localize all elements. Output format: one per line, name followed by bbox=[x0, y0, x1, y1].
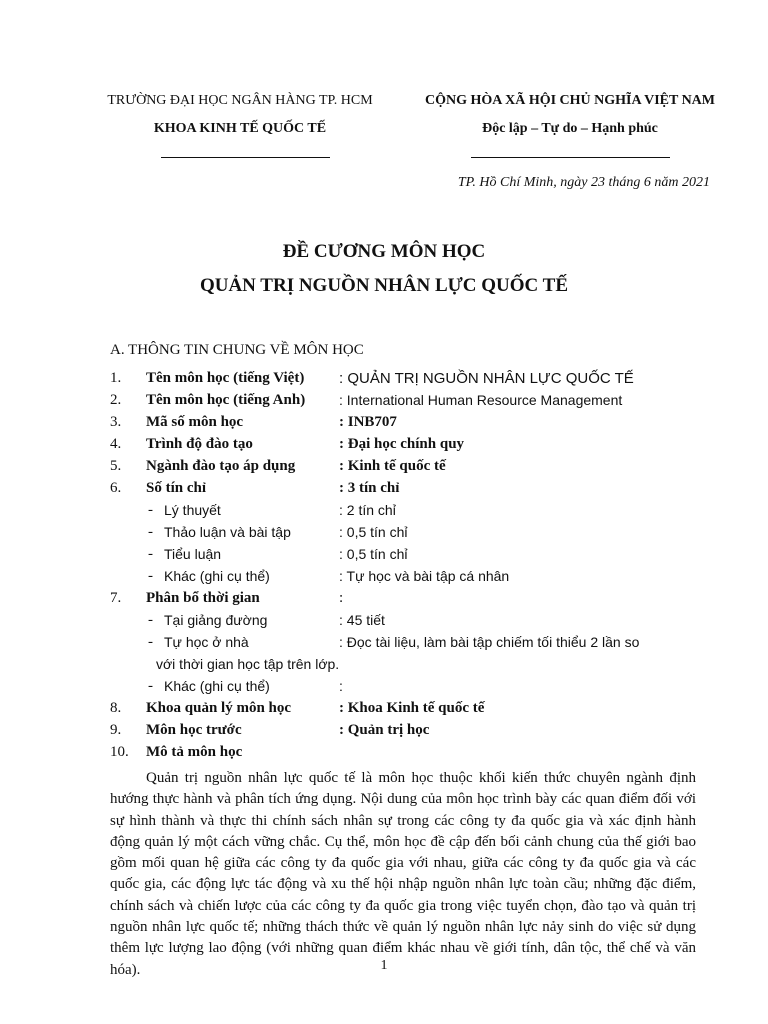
bullet-dash: - bbox=[148, 568, 153, 584]
item-value: : Tự học và bài tập cá nhân bbox=[339, 568, 510, 584]
info-row bbox=[110, 370, 700, 392]
item-value: : INB707 bbox=[339, 414, 397, 430]
item-value-continuation: với thời gian học tập trên lớp. bbox=[156, 656, 340, 672]
page-number: 1 bbox=[380, 958, 388, 973]
item-label: Số tín chỉ bbox=[146, 480, 207, 496]
info-row bbox=[110, 700, 700, 722]
item-value: : 3 tín chỉ bbox=[339, 480, 400, 496]
info-subrow bbox=[110, 678, 700, 700]
item-value: : Đại học chính quy bbox=[339, 436, 465, 452]
item-value: : bbox=[339, 678, 343, 694]
bullet-dash: - bbox=[148, 546, 153, 562]
faculty-name: KHOA KINH TẾ QUỐC TẾ bbox=[153, 121, 327, 136]
item-value: : Quản trị học bbox=[339, 722, 430, 738]
item-value: : QUẢN TRỊ NGUỒN NHÂN LỰC QUỐC TẾ bbox=[339, 370, 634, 387]
item-label: Ngành đào tạo áp dụng bbox=[146, 458, 296, 474]
date-line: TP. Hồ Chí Minh, ngày 23 tháng 6 năm 2021 bbox=[457, 175, 710, 190]
info-subrow bbox=[110, 502, 700, 524]
item-value: : 2 tín chỉ bbox=[339, 502, 396, 518]
item-number: 9. bbox=[110, 722, 122, 738]
item-value: : Khoa Kinh tế quốc tế bbox=[339, 700, 485, 716]
item-label: Tiểu luận bbox=[164, 546, 222, 562]
info-row bbox=[110, 458, 700, 480]
university-name: TRƯỜNG ĐẠI HỌC NGÂN HÀNG TP. HCM bbox=[107, 93, 373, 108]
info-row bbox=[110, 414, 700, 436]
item-number: 6. bbox=[110, 480, 122, 496]
item-number: 8. bbox=[110, 700, 122, 716]
item-label: Mã số môn học bbox=[146, 414, 244, 430]
info-subrow bbox=[110, 634, 700, 656]
item-label: Tại giảng đường bbox=[164, 612, 268, 628]
item-label: Khác (ghi cụ thể) bbox=[164, 568, 270, 584]
info-subrow bbox=[110, 524, 700, 546]
info-row bbox=[110, 744, 700, 766]
bullet-dash: - bbox=[148, 634, 153, 650]
item-label: Thảo luận và bài tập bbox=[164, 524, 291, 540]
bullet-dash: - bbox=[148, 678, 153, 694]
national-motto: Độc lập – Tự do – Hạnh phúc bbox=[482, 121, 658, 136]
item-number: 10. bbox=[110, 744, 129, 760]
info-subrow bbox=[110, 546, 700, 568]
info-row bbox=[110, 722, 700, 744]
item-label: Tên môn học (tiếng Anh) bbox=[146, 392, 306, 408]
bullet-dash: - bbox=[148, 612, 153, 628]
item-label: Lý thuyết bbox=[164, 502, 221, 518]
item-label: Môn học trước bbox=[146, 722, 242, 738]
item-value: : 0,5 tín chỉ bbox=[339, 524, 408, 540]
course-title: QUẢN TRỊ NGUỒN NHÂN LỰC QUỐC TẾ bbox=[199, 275, 569, 296]
info-subrow bbox=[110, 568, 700, 590]
item-value: : bbox=[339, 590, 344, 606]
national-title: CỘNG HÒA XÃ HỘI CHỦ NGHĨA VIỆT NAM bbox=[424, 93, 715, 108]
course-description bbox=[110, 768, 696, 981]
item-label: Khác (ghi cụ thể) bbox=[164, 678, 270, 694]
item-number: 1. bbox=[110, 370, 122, 386]
left-divider bbox=[161, 157, 330, 158]
info-subrow bbox=[110, 612, 700, 634]
document-title: ĐỀ CƯƠNG MÔN HỌC bbox=[282, 241, 486, 262]
info-row bbox=[110, 480, 700, 502]
item-label: Mô tả môn học bbox=[146, 744, 243, 760]
right-divider bbox=[471, 157, 670, 158]
item-label: Phân bổ thời gian bbox=[146, 590, 260, 606]
item-label: Tên môn học (tiếng Việt) bbox=[146, 370, 305, 386]
item-label: Tự học ở nhà bbox=[164, 634, 249, 650]
item-label: Trình độ đào tạo bbox=[146, 436, 253, 452]
item-number: 7. bbox=[110, 590, 122, 606]
item-value: : 0,5 tín chỉ bbox=[339, 546, 408, 562]
section-a-heading: A. THÔNG TIN CHUNG VỀ MÔN HỌC bbox=[110, 342, 364, 358]
item-value: : Kinh tế quốc tế bbox=[339, 458, 446, 474]
info-row bbox=[110, 590, 700, 612]
item-label: Khoa quản lý môn học bbox=[146, 700, 292, 716]
bullet-dash: - bbox=[148, 502, 153, 518]
info-row bbox=[110, 436, 700, 458]
course-description-text: Quản trị nguồn nhân lực quốc tế là môn học thuộc khối kiến thức chuyên ngành định hướng thực hành và phân tích ứng dụng. Nội dung của môn học trình bày các quan điểm đối với sự hình thành và thực thi chính sách nhân sự trong các công ty đa quốc gia và xác định hành động quản lý một cách vững chắc. Cụ thể, môn học đề cập đến bối cảnh chung của thế giới bao gồm mối quan hệ giữa các công ty đa quốc gia với nhau, giữa các công ty đa quốc gia và các quốc gia, các động lực tác động và xu thế hội nhập nguồn nhân lực toàn cầu; những đặc điểm, chính sách và chiến lược của các công ty đa quốc gia trong việc tuyển chọn, đào tạo và quản trị nguồn nhân lực quốc tế; những thách thức về quản lý nguồn nhân lực nảy sinh do việc sử dụng thêm lực lượng lao động (với những quan điểm khác nhau về giới tính, dân tộc, thể chế và văn hóa). bbox=[110, 770, 696, 978]
item-number: 2. bbox=[110, 392, 122, 408]
item-value: : International Human Resource Management bbox=[339, 392, 623, 408]
item-value: : 45 tiết bbox=[339, 612, 385, 628]
info-row bbox=[110, 392, 700, 414]
item-number: 5. bbox=[110, 458, 122, 474]
item-value: : Đọc tài liệu, làm bài tập chiếm tối thiểu 2 lần so bbox=[339, 634, 640, 650]
info-continuation bbox=[110, 656, 700, 678]
item-number: 4. bbox=[110, 436, 122, 452]
item-number: 3. bbox=[110, 414, 122, 430]
bullet-dash: - bbox=[148, 524, 153, 540]
